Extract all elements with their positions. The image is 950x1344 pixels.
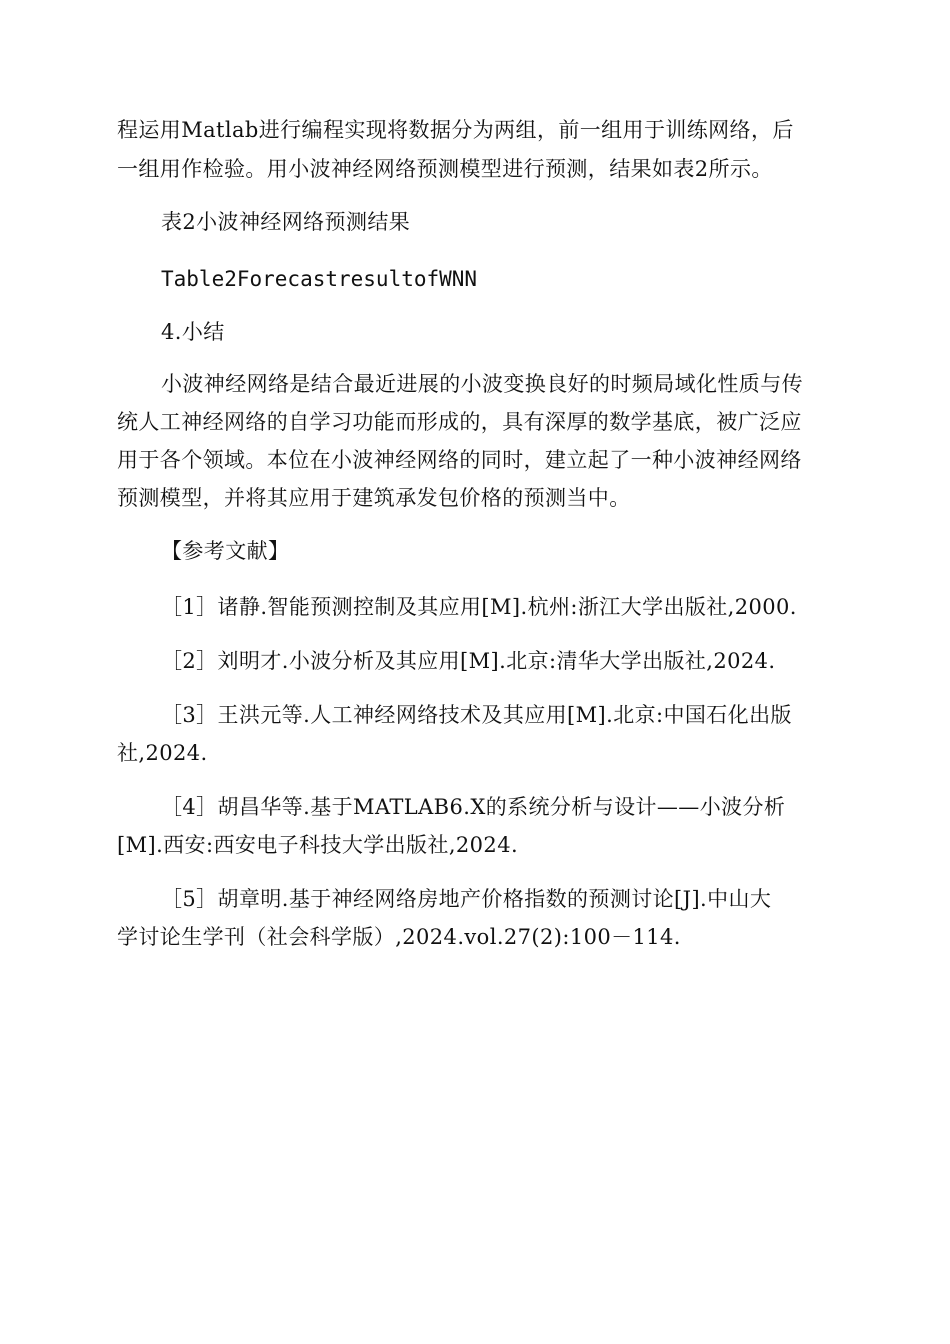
intro-line-2: 一组用作检验。用小波神经网络预测模型进行预测，结果如表2所示。 <box>117 157 773 181</box>
reference-item-5-cont: 学讨论生学刊（社会科学版）,2024.vol.27(2):100－114. <box>117 925 681 949</box>
table-caption-zh: 表2小波神经网络预测结果 <box>161 210 411 234</box>
reference-item-3: ［3］王洪元等.人工神经网络技术及其应用[M].北京:中国石化出版 <box>161 703 792 727</box>
section-paragraph-line: 小波神经网络是结合最近进展的小波变换良好的时频局域化性质与传 <box>161 372 803 396</box>
references-heading: 【参考文献】 <box>161 539 290 563</box>
reference-item-4-cont: [M].西安:西安电子科技大学出版社,2024. <box>117 833 519 857</box>
reference-item-4: ［4］胡昌华等.基于MATLAB6.X的系统分析与设计——小波分析 <box>161 795 786 819</box>
intro-line-1: 程运用Matlab进行编程实现将数据分为两组，前一组用于训练网络，后 <box>117 118 794 142</box>
reference-item-5: ［5］胡章明.基于神经网络房地产价格指数的预测讨论[J].中山大 <box>161 887 772 911</box>
section-heading: 4.小结 <box>161 320 225 344</box>
section-paragraph-line: 统人工神经网络的自学习功能而形成的，具有深厚的数学基底，被广泛应 <box>117 410 802 434</box>
table-caption-en: Table2ForecastresultofWNN <box>161 267 478 291</box>
reference-item-1: ［1］诸静.智能预测控制及其应用[M].杭州:浙江大学出版社,2000. <box>161 595 797 619</box>
section-paragraph-line: 用于各个领域。本位在小波神经网络的同时，建立起了一种小波神经网络 <box>117 448 802 472</box>
section-paragraph-line: 预测模型，并将其应用于建筑承发包价格的预测当中。 <box>117 486 631 510</box>
reference-item-3-cont: 社,2024. <box>117 741 208 765</box>
reference-item-2: ［2］刘明才.小波分析及其应用[M].北京:清华大学出版社,2024. <box>161 649 776 673</box>
